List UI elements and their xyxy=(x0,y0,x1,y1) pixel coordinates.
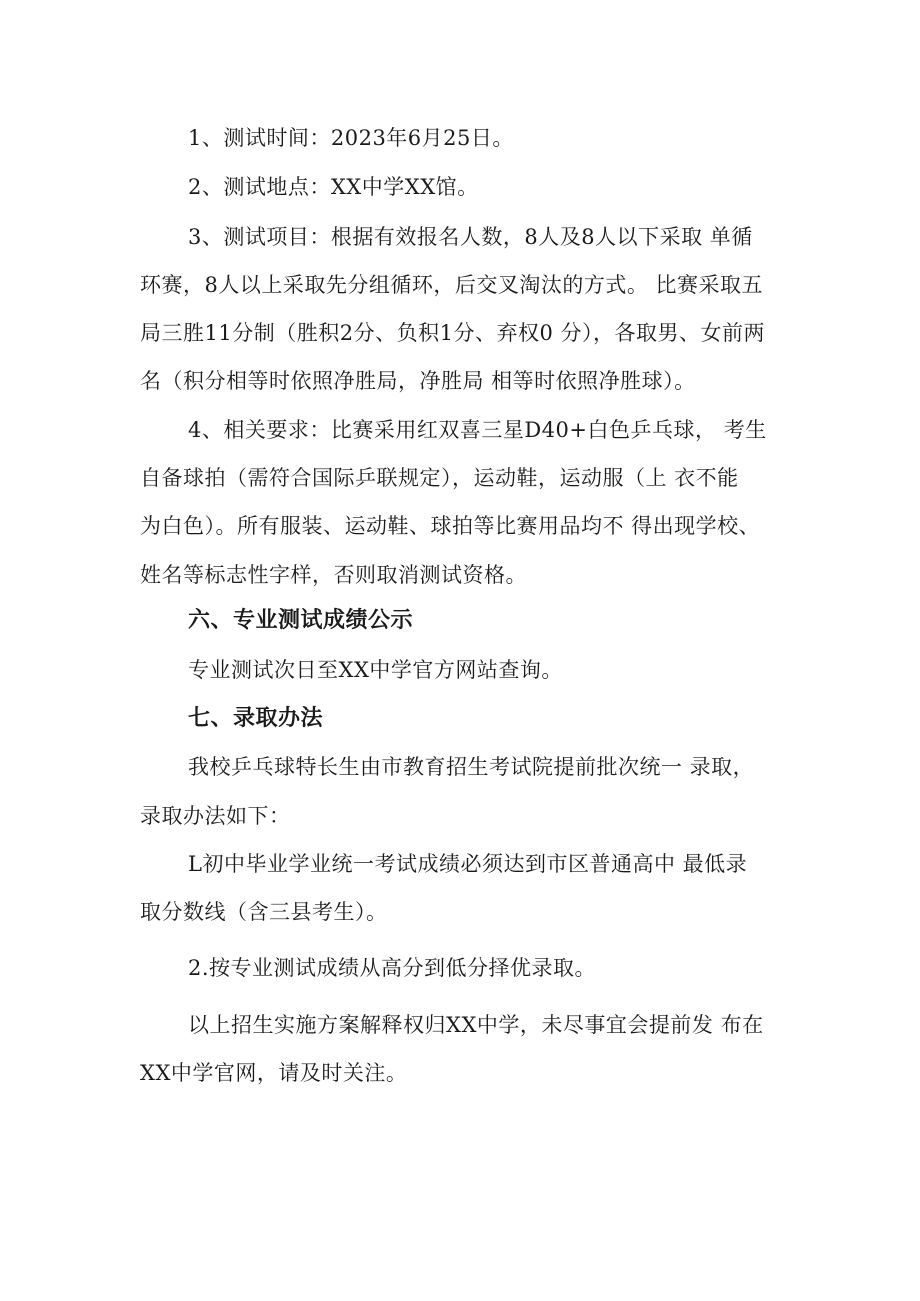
item-requirements-line3: 为白色）。所有服装、运动鞋、球拍等比赛用品均不 得出现学校、 xyxy=(140,514,761,538)
item-test-project-line4: 名（积分相等时依照净胜局，净胜局 相等时依照净胜球）。 xyxy=(140,369,696,393)
admission-rule1-line1: L初中毕业学业统一考试成绩必须达到市区普通高中 最低录 xyxy=(188,852,748,876)
item-test-project-line3: 局三胜11分制（胜积2分、负积1分、弃权0 分），各取男、女前两 xyxy=(140,321,765,345)
closing-line1: 以上招生实施方案解释权归XX中学，未尽事宜会提前发 布在 xyxy=(188,1013,764,1037)
section-heading-admission: 七、录取办法 xyxy=(188,706,324,731)
admission-intro-line2: 录取办法如下： xyxy=(140,804,291,828)
results-text: 专业测试次日至XX中学官方网站查询。 xyxy=(188,658,563,682)
item-requirements-line2: 自备球拍（需符合国际乒联规定），运动鞋，运动服（上 衣不能 xyxy=(140,466,739,490)
item-requirements-line4: 姓名等标志性字样，否则取消测试资格。 xyxy=(140,563,527,587)
admission-rule1-line2: 取分数线（含三县考生）。 xyxy=(140,900,388,924)
section-heading-results: 六、专业测试成绩公示 xyxy=(188,608,414,633)
item-test-time: 1、测试时间：2023年6月25日。 xyxy=(188,126,514,150)
item-test-project-line2: 环赛，8人以上采取先分组循环，后交叉淘汰的方式。 比赛采取五 xyxy=(140,273,764,297)
item-test-project-line1: 3、测试项目：根据有效报名人数，8人及8人以下采取 单循 xyxy=(188,225,753,249)
item-requirements-line1: 4、相关要求：比赛采用红双喜三星D40+白色乒乓球， 考生 xyxy=(188,418,767,442)
admission-intro-line1: 我校乒乓球特长生由市教育招生考试院提前批次统一 录取， xyxy=(188,755,755,779)
item-test-location: 2、测试地点：XX中学XX馆。 xyxy=(188,175,479,199)
closing-line2: XX中学官网，请及时关注。 xyxy=(140,1061,408,1085)
admission-rule2: 2.按专业测试成绩从高分到低分择优录取。 xyxy=(188,956,597,980)
